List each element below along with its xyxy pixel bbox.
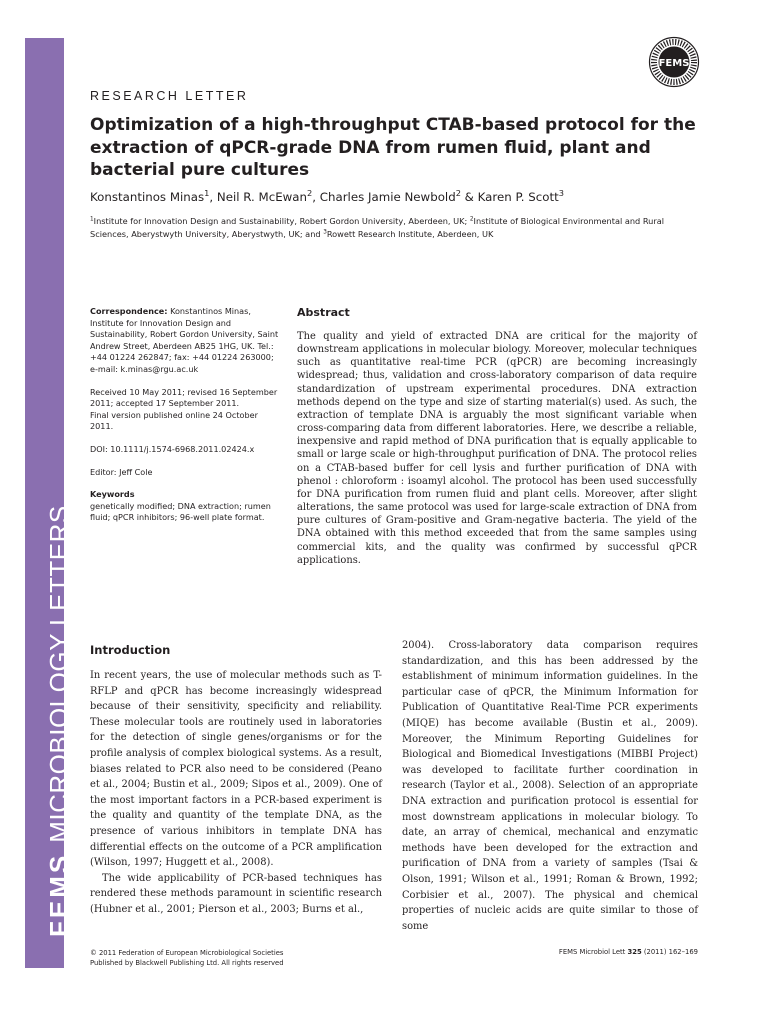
- correspondence-block: [90, 306, 280, 376]
- editor: Editor: Jeff Cole: [90, 466, 153, 477]
- abstract-text: The quality and yield of extracted DNA are critical for the majority of downstream applications in molecular biology. Moreover, molecular techniques such as quantitative real-time PCR (qPCR) are becoming increasingly widespread; thus, validation and cross-laboratory comparison of data require standardization of upstream experimental procedures. DNA extraction methods depend on the type and size of starting material(s) used. As such, the extraction of template DNA is arguably the most significant variable when cross-comparing data from different laboratories. Here, we describe a reliable, inexpensive and rapid method of DNA purification that is equally applicable to small or large scale or high-throughput purification of DNA. The protocol relies on a CTAB-based buffer for cell lysis and further purification of DNA with phenol : chloroform : isoamyl alcohol. The protocol has been used successfully for DNA purification from rumen fluid and plant cells. Moreover, after slight alterations, the same protocol was used for large-scale extraction of DNA from pure cultures of Gram-positive and Gram-negative bacteria. The yield of the DNA obtained with this method exceeded that from the same samples using commercial kits, and the quality was confirmed by successful qPCR applications.: [297, 331, 697, 566]
- author-affiliation-number: 1: [204, 188, 210, 199]
- keywords-label: Keywords: [90, 489, 135, 500]
- paragraph: In recent years, the use of molecular methods such as T-RFLP and qPCR has become increasingly widespread because of their sensitivity, specificity and reliability. These molecular tools are routinely used in laboratories for the detection of single genes/organisms or for the profile analysis of complex biological systems. As a result, biases related to PCR also need to be considered (Peano et al., 2004; Bustin et al., 2009; Sipos et al., 2009). One of the most important factors in a PCR-based experiment is the quality and quantity of the template DNA, as the presence of various inhibitors in template DNA has differential effects on the outcome of a PCR amplification (Wilson, 1997; Huggett et al., 2008).: [90, 670, 382, 869]
- keywords-text: genetically modified; DNA extraction; rumen fluid; qPCR inhibitors; 96-well plate format.: [90, 500, 271, 523]
- affiliation-text: Institute for Innovation Design and Sustainability, Robert Gordon University, Aberdeen, UK;: [93, 216, 470, 226]
- article-title: Optimization of a high-throughput CTAB-based protocol for the extraction of qPCR-grade DNA from rumen fluid, plant and bacterial pure cultures: [90, 115, 696, 180]
- affiliation-number: 1: [90, 216, 94, 223]
- doi: DOI: 10.1111/j.1574-6968.2011.02424.x: [90, 443, 255, 454]
- svg-text:FEMS: FEMS: [658, 58, 690, 69]
- keywords-block: [90, 489, 280, 524]
- introduction-heading: Introduction: [90, 643, 171, 657]
- author-affiliation-number: 2: [455, 188, 461, 199]
- received-dates: Received 10 May 2011; revised 16 September 2011; accepted 17 September 2011.: [90, 386, 278, 409]
- abstract-heading: Abstract: [297, 306, 350, 319]
- citation-journal: FEMS Microbiol Lett: [558, 948, 628, 956]
- affiliation-text: Rowett Research Institute, Aberdeen, UK: [326, 228, 494, 239]
- paragraph: The wide applicability of PCR-based techniques has rendered these methods paramount in scientific research (Hubner et al., 2001; Pierson et al., 2003; Burns et al.,: [90, 872, 382, 915]
- author-separator: &: [460, 190, 478, 204]
- author-separator: ,: [209, 190, 217, 204]
- correspondence-text: Konstantinos Minas, Institute for Innovation Design and Sustainability, Robert Gordon University, Saint Andrew Street, Aberdeen AB25 1HG, UK. Tel.: +44 01224 262847; fax: +44 01224 263000; e-mail: k.minas@rgu.ac.uk: [90, 306, 279, 374]
- footer-citation: [559, 948, 698, 956]
- final-version: Final version published online 24 October 2011.: [90, 409, 258, 432]
- introduction-column-1: [90, 668, 382, 918]
- author-name: Karen P. Scott: [477, 190, 559, 204]
- history-block: [90, 387, 280, 410]
- author-list: [90, 190, 564, 204]
- journal-sidebar-label: [44, 505, 74, 937]
- author-name: Charles Jamie Newbold: [319, 190, 456, 204]
- affiliation-text: Institute of Biological Environmental and Rural Sciences, Aberystwyth University, Aberystwyth, UK; and: [90, 216, 665, 239]
- citation-volume: 325: [627, 948, 642, 956]
- affiliations: [90, 215, 690, 240]
- citation-year-pages: (2011) 162–169: [641, 948, 698, 956]
- article-info-column: [90, 306, 280, 535]
- section-label: RESEARCH LETTER: [90, 89, 249, 103]
- copyright-line: © 2011 Federation of European Microbiological Societies: [90, 949, 284, 957]
- affiliation-number: 2: [469, 216, 474, 223]
- correspondence-label: Correspondence:: [90, 306, 168, 316]
- publisher-line: Published by Blackwell Publishing Ltd. All rights reserved: [90, 959, 284, 967]
- affiliation-number: 3: [323, 228, 327, 235]
- footer-copyright: [90, 948, 284, 968]
- sidebar-journal-name: MICROBIOLOGY LETTERS: [44, 505, 74, 843]
- author-name: Neil R. McEwan: [216, 190, 308, 204]
- fems-seal-icon: [648, 36, 700, 88]
- author-name: Konstantinos Minas: [90, 190, 205, 204]
- introduction-column-2: 2004). Cross-laboratory data comparison requires standardization, and this has been addressed by the establishment of minimum information guidelines. In the particular case of qPCR, the Minimum Information for Publication of Quantitative Real-Time PCR experiments (MIQE) has become available (Bustin et al., 2009). Moreover, the Minimum Reporting Guidelines for Biological and Biomedical Investigations (MIBBI Project) was developed to facilitate further coordination in research (Taylor et al., 2008). Selection of an appropriate DNA extraction and purification protocol is essential for most downstream applications in molecular biology. To date, an array of chemical, mechanical and enzymatic methods have been developed for the extraction and purification of DNA from a variety of samples (Tsai & Olson, 1991; Wilson et al., 1991; Roman & Brown, 1992; Corbisier et al., 2007). The physical and chemical properties of nucleic acids are quite similar to those of some: [402, 640, 698, 932]
- final-version-block: [90, 410, 280, 433]
- sidebar-brand: FEMS: [44, 852, 74, 937]
- author-separator: ,: [312, 190, 320, 204]
- author-affiliation-number: 2: [307, 188, 313, 199]
- author-affiliation-number: 3: [558, 188, 564, 199]
